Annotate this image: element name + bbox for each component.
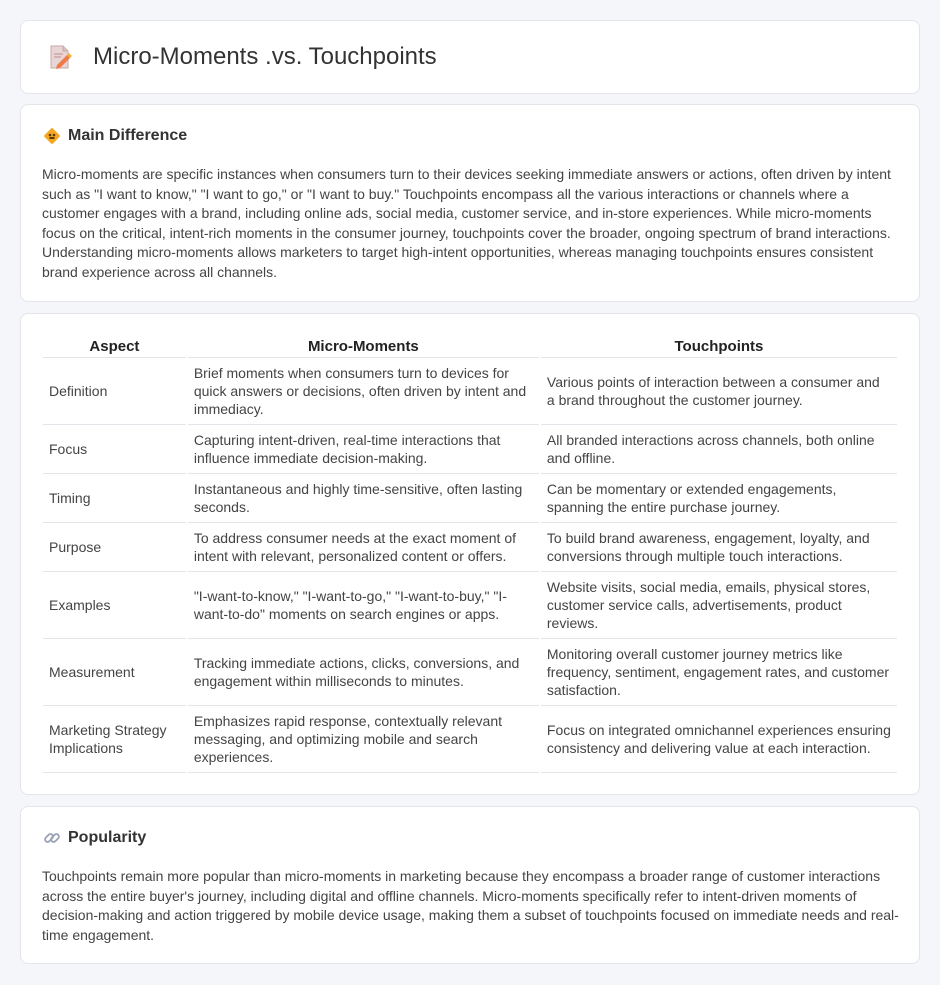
aspect-cell: Marketing Strategy Implications [43,706,186,773]
diamond-sign-icon [43,127,61,145]
micro-moments-cell: Emphasizes rapid response, contextually relevant messaging, and optimizing mobile and search experiences. [188,706,539,773]
micro-moments-cell: Instantaneous and highly time-sensitive, often lasting seconds. [188,474,539,523]
micro-moments-cell: To address consumer needs at the exact moment of intent with relevant, personalized content or offers. [188,523,539,572]
aspect-cell: Purpose [43,523,186,572]
aspect-cell: Timing [43,474,186,523]
table-header-row [43,336,897,358]
main-difference-card [20,104,920,302]
touchpoints-cell: Focus on integrated omnichannel experiences ensuring consistency and delivering value at each interaction. [541,706,897,773]
table-row [43,523,897,572]
title-card [20,20,920,94]
popularity-heading [43,829,146,847]
page-title: Micro-Moments .vs. Touchpoints [93,43,437,70]
main-difference-heading [43,127,187,145]
aspect-cell: Definition [43,358,186,425]
table-row [43,706,897,773]
table-row [43,639,897,706]
micro-moments-cell: "I-want-to-know," "I-want-to-go," "I-want-to-buy," "I-want-to-do" moments on search engines or apps. [188,572,539,639]
header-micro-moments: Micro-Moments [188,336,539,358]
header-aspect: Aspect [43,336,186,358]
main-difference-text: Micro-moments are specific instances when consumers turn to their devices seeking immediate answers or actions, often driven by intent such as "I want to know," "I want to go," or "I want to buy." Touchpoints encompass all the various interactions or channels where a customer engages with a brand, including online ads, social media, customer service, and in-store experiences. While micro-moments focus on the critical, intent-rich moments in the consumer journey, touchpoints cover the broader, ongoing spectrum of brand interactions. Understanding micro-moments allows marketers to target high-intent opportunities, whereas managing touchpoints ensures consistent brand experience across all channels. [42,166,891,280]
table-row [43,425,897,474]
document-edit-icon [47,44,73,70]
main-difference-title: Main Difference [68,127,188,144]
micro-moments-cell: Brief moments when consumers turn to devices for quick answers or decisions, often driven by intent and immediacy. [188,358,539,425]
table-row [43,474,897,523]
popularity-text: Touchpoints remain more popular than micro-moments in marketing because they encompass a broader range of customer interactions across the entire buyer's journey, including digital and offline channels. Micro-moments specifically refer to intent-driven moments of decision-making and action triggered by mobile device usage, making them a subset of touchpoints focused on immediate needs and real-time engagement. [42,868,899,943]
aspect-cell: Focus [43,425,186,474]
comparison-table [41,336,899,773]
table-row [43,358,897,425]
link-icon [43,829,61,847]
touchpoints-cell: All branded interactions across channels, both online and offline. [541,425,897,474]
header-touchpoints: Touchpoints [541,336,897,358]
touchpoints-cell: To build brand awareness, engagement, loyalty, and conversions through multiple touch interactions. [541,523,897,572]
popularity-card [20,806,920,964]
micro-moments-cell: Tracking immediate actions, clicks, conversions, and engagement within milliseconds to minutes. [188,639,539,706]
micro-moments-cell: Capturing intent-driven, real-time interactions that influence immediate decision-making. [188,425,539,474]
aspect-cell: Measurement [43,639,186,706]
touchpoints-cell: Various points of interaction between a consumer and a brand throughout the customer journey. [541,358,897,425]
aspect-cell: Examples [43,572,186,639]
popularity-title: Popularity [68,829,147,846]
touchpoints-cell: Can be momentary or extended engagements, spanning the entire purchase journey. [541,474,897,523]
comparison-card [20,313,920,795]
touchpoints-cell: Website visits, social media, emails, physical stores, customer service calls, advertisements, product reviews. [541,572,897,639]
touchpoints-cell: Monitoring overall customer journey metrics like frequency, sentiment, engagement rates, and customer satisfaction. [541,639,897,706]
table-row [43,572,897,639]
